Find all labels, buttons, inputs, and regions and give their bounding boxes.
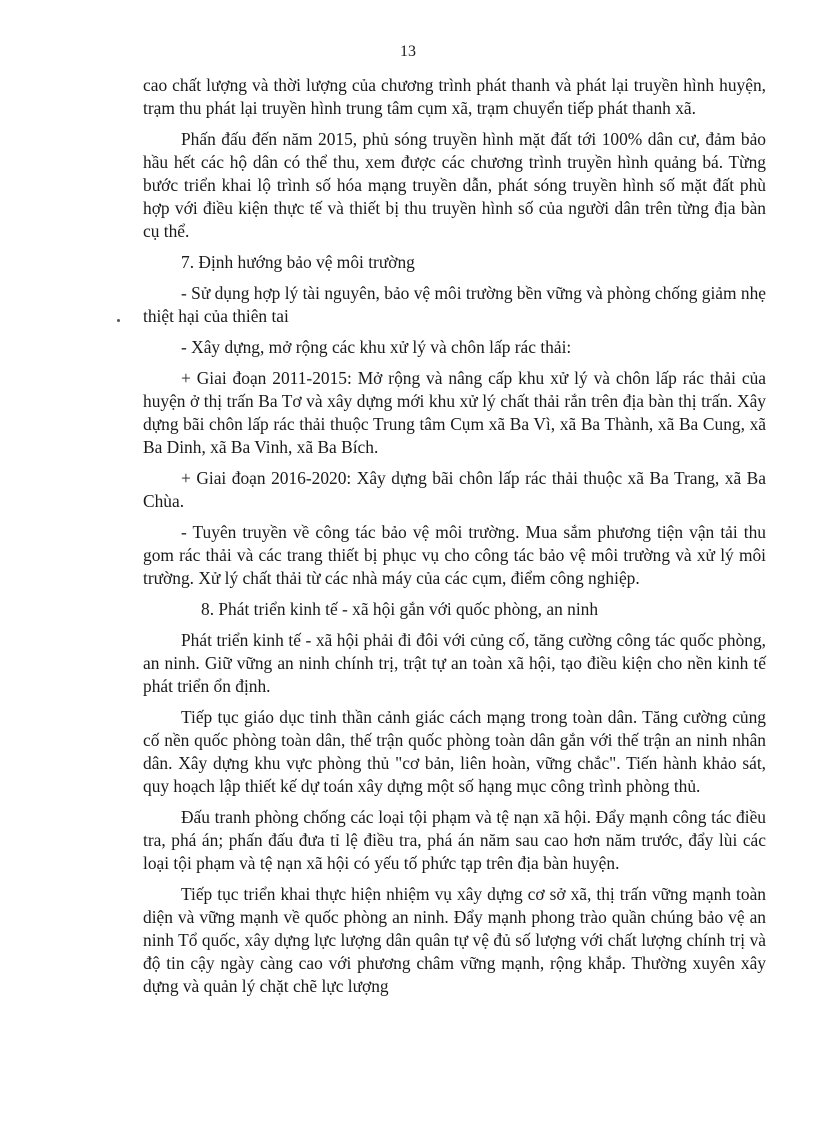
- paragraph-tv-coverage: Phấn đấu đến năm 2015, phủ sóng truyền hình mặt đất tới 100% dân cư, đảm bảo hầu hết các hộ dân có thể thu, xem được các chương trình truyền hình quảng bá. Từng bước triển khai lộ trình số hóa mạng truyền dẫn, phát sóng truyền hình số mặt đất phù hợp với điều kiện thực tế và thiết bị thu truyền hình số của người dân trên từng địa bàn cụ thể.: [143, 129, 766, 241]
- paragraph-waste-facilities: - Xây dựng, mở rộng các khu xử lý và chôn lấp rác thải:: [181, 337, 572, 357]
- scan-speck: [117, 319, 120, 322]
- document-body: [143, 74, 766, 1006]
- paragraph-defense-security: Phát triển kinh tế - xã hội phải đi đôi với củng cố, tăng cường công tác quốc phòng, an ninh. Giữ vững an ninh chính trị, trật tự an toàn xã hội, tạo điều kiện cho nền kinh tế phát triển ổn định.: [143, 630, 766, 696]
- paragraph-grassroots-building: Tiếp tục triển khai thực hiện nhiệm vụ xây dựng cơ sở xã, thị trấn vững mạnh toàn diện và vững mạnh về quốc phòng an ninh. Đẩy mạnh phong trào quần chúng bảo vệ an ninh Tổ quốc, xây dựng lực lượng dân quân tự vệ đủ số lượng với chất lượng chính trị và độ tin cậy ngày càng cao với phương châm vững mạnh, rộng khắp. Thường xuyên xây dựng và quản lý chặt chẽ lực lượng: [143, 884, 766, 996]
- paragraph-phase-2011-2015: + Giai đoạn 2011-2015: Mở rộng và nâng cấp khu xử lý và chôn lấp rác thải của huyện ở thị trấn Ba Tơ và xây dựng mới khu xử lý chất thải rắn trên địa bàn thị trấn. Xây dựng bãi chôn lấp rác thải thuộc Trung tâm Cụm xã Ba Vì, xã Ba Thành, xã Ba Cung, xã Ba Dinh, xã Ba Vinh, xã Ba Bích.: [143, 368, 766, 457]
- section-heading-environment: 7. Định hướng bảo vệ môi trường: [181, 252, 415, 272]
- paragraph-environment-propaganda: - Tuyên truyền về công tác bảo vệ môi trường. Mua sắm phương tiện vận tải thu gom rác thải và các trang thiết bị phục vụ cho công tác bảo vệ môi trường và xử lý môi trường. Xử lý chất thải từ các nhà máy của các cụm, điểm công nghiệp.: [143, 522, 766, 588]
- section-heading-defense: 8. Phát triển kinh tế - xã hội gắn với quốc phòng, an ninh: [201, 599, 599, 619]
- paragraph-resource-use: - Sử dụng hợp lý tài nguyên, bảo vệ môi trường bền vững và phòng chống giảm nhẹ thiệt hại của thiên tai: [143, 283, 766, 326]
- page-number: 13: [400, 43, 416, 60]
- paragraph-broadcast-continuation: cao chất lượng và thời lượng của chương trình phát thanh và phát lại truyền hình huyện, trạm thu phát lại truyền hình trung tâm cụm xã, trạm chuyển tiếp phát thanh xã.: [143, 75, 766, 118]
- paragraph-revolutionary-vigilance: Tiếp tục giáo dục tinh thần cảnh giác cách mạng trong toàn dân. Tăng cường củng cố nền quốc phòng toàn dân, thế trận quốc phòng toàn dân gắn với thế trận an ninh nhân dân. Xây dựng khu vực phòng thủ "cơ bản, liên hoàn, vững chắc". Tiến hành khảo sát, quy hoạch lập thiết kế dự toán xây dựng một số hạng mục công trình phòng thủ.: [143, 707, 766, 796]
- paragraph-phase-2016-2020: + Giai đoạn 2016-2020: Xây dựng bãi chôn lấp rác thải thuộc xã Ba Trang, xã Ba Chùa.: [143, 468, 766, 511]
- paragraph-crime-prevention: Đấu tranh phòng chống các loại tội phạm và tệ nạn xã hội. Đẩy mạnh công tác điều tra, phá án; phấn đấu đưa tỉ lệ điều tra, phá án năm sau cao hơn năm trước, đẩy lùi các loại tội phạm và tệ nạn xã hội có yếu tố phức tạp trên địa bàn huyện.: [143, 807, 766, 873]
